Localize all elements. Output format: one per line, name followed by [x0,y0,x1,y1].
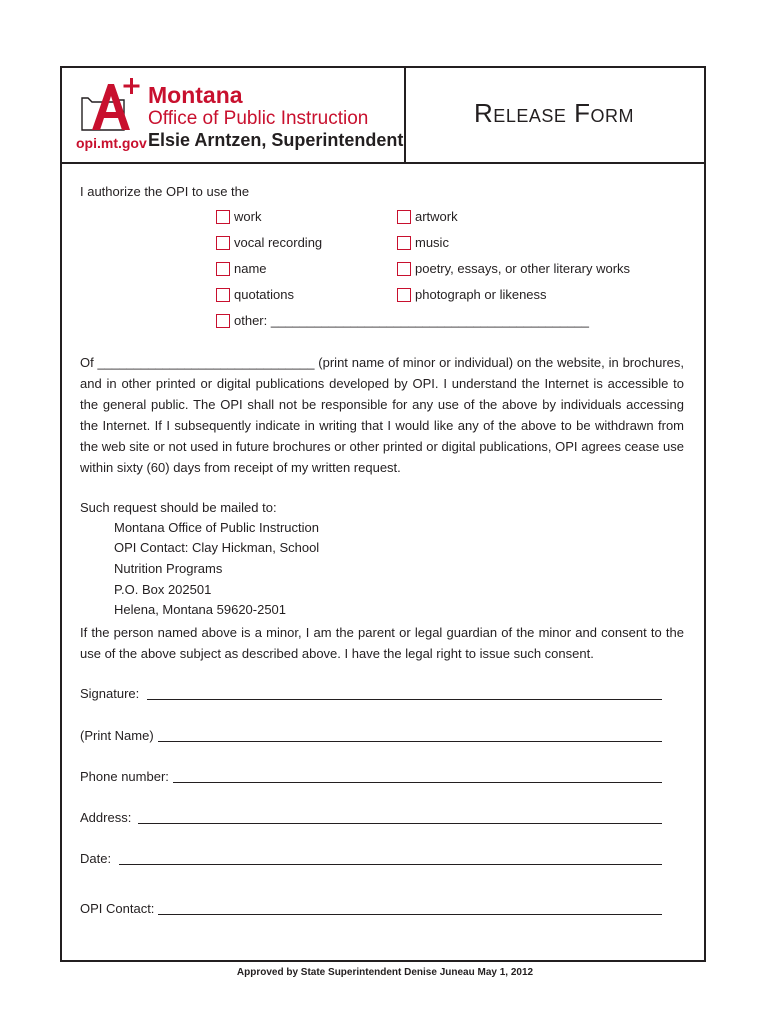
address-label: Address: [80,810,132,825]
address-field[interactable] [138,823,662,824]
poetry-label: poetry, essays, or other literary works [415,261,631,276]
logo-url-text: opi.mt.gov [76,135,147,151]
approval-footer: Approved by State Superintendent Denise Juneau May 1, 2012 [236,967,534,978]
quotations-label: quotations [234,287,294,302]
phone-field[interactable] [173,782,662,783]
logo-montana-text: Montana [148,82,243,108]
print-name-field[interactable] [158,741,662,742]
mail-address-line: Nutrition Programs [114,561,223,576]
other-label: other: ____________________________________________ [234,313,589,328]
signature-label: Signature: [80,686,140,701]
signature-field[interactable] [147,699,662,700]
music-checkbox[interactable] [397,236,411,250]
consent-paragraph: If the person named above is a minor, I am the parent or legal guardian of the minor and consent to the use of the above subject as described above. I have the legal right to issue such consent. [80,625,684,661]
name-checkbox[interactable] [216,262,230,276]
date-label: Date: [80,851,112,866]
title-block [404,68,704,164]
opi-contact-label: OPI Contact: [80,901,155,916]
print-name-label: (Print Name) [80,728,154,743]
music-label: music [415,235,449,250]
photograph-label: photograph or likeness [415,287,547,302]
work-checkbox[interactable] [216,210,230,224]
page-title: Release Form [474,97,634,128]
mail-address-line: Montana Office of Public Instruction [114,520,319,535]
logo-superintendent-text: Elsie Arntzen, Superintendent [148,130,404,150]
mail-address-line: Helena, Montana 59620-2501 [114,602,287,617]
poetry-checkbox[interactable] [397,262,411,276]
quotations-checkbox[interactable] [216,288,230,302]
a-plus-montana-logo-icon [78,76,148,136]
other-checkbox[interactable] [216,314,230,328]
phone-label: Phone number: [80,769,169,784]
mail-address-line: P.O. Box 202501 [114,582,212,597]
vocal-recording-checkbox[interactable] [216,236,230,250]
opi-contact-field[interactable] [158,914,662,915]
artwork-checkbox[interactable] [397,210,411,224]
vocal-recording-label: vocal recording [234,235,323,250]
release-paragraph: Of ______________________________ (print name of minor or individual) on the website, in brochures, and in other printed or digital publications developed by OPI. I understand the Internet is accessible to the general public. The OPI shall not be responsible for any use of the above by individuals accessing the Internet. If I subsequently indicate in writing that I would like any of the above to be withdrawn from the web site or not used in future brochures or other printed or digital publications, OPI agrees cease use within sixty (60) days from receipt of my written request. [80,355,684,475]
work-label: work [234,209,262,224]
date-field[interactable] [119,864,662,865]
mail-address-line: OPI Contact: Clay Hickman, School [114,540,320,555]
opi-logo-block [62,68,406,164]
photograph-checkbox[interactable] [397,288,411,302]
authorize-intro: I authorize the OPI to use the [80,184,250,199]
mail-intro: Such request should be mailed to: [80,500,277,515]
name-label: name [234,261,267,276]
logo-office-text: Office of Public Instruction [148,108,369,129]
artwork-label: artwork [415,209,458,224]
